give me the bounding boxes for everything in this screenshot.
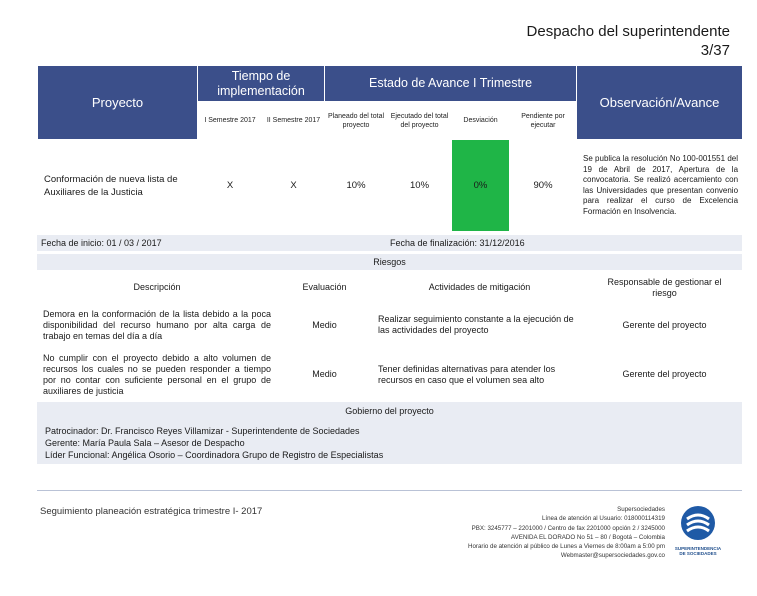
project-sem2: X [263, 140, 325, 232]
riesgos-title-bar [37, 254, 742, 270]
gobierno-title: Gobierno del proyecto [345, 406, 434, 416]
project-planeado: 10% [325, 140, 388, 232]
header-observacion: Observación/Avance [577, 66, 743, 140]
risk-2-responsable: Gerente del proyecto [587, 347, 742, 402]
project-ejecutado: 10% [388, 140, 452, 232]
subheader-planeado: Planeado del total proyecto [325, 102, 388, 140]
page-number: 3/37 [700, 42, 730, 59]
risk-2-evaluacion: Medio [277, 347, 372, 402]
gobierno-lider: Líder Funcional: Angélica Osorio – Coordinadora Grupo de Registro de Especialistas [45, 450, 384, 460]
risk-2-actividad: Tener definidas alternativas para atender los recursos en caso que el volumen sea alto [372, 347, 587, 402]
contact-line: Horario de atención al público de Lunes a Viernes de 8:00am a 5:00 pm [468, 543, 665, 551]
contact-email[interactable]: Webmaster@supersociedades.gov.co [560, 552, 665, 560]
risk-header-actividades: Actividades de mitigación [372, 272, 587, 303]
contact-line: AVENIDA EL DORADO No 51 – 80 / Bogotá – Colombia [510, 533, 665, 541]
footer-contact [468, 505, 665, 561]
risk-1-actividad: Realizar seguimiento constante a la ejecución de las actividades del proyecto [372, 303, 587, 347]
project-status-table [37, 65, 743, 232]
header-tiempo: Tiempo de implementación [198, 66, 325, 102]
logo-emblem-icon [680, 505, 716, 541]
logo-text: SUPERINTENDENCIA DE SOCIEDADES [674, 546, 722, 556]
project-desviacion: 0% [452, 140, 510, 232]
risk-header-responsable: Responsable de gestionar el riesgo [587, 272, 742, 303]
supersociedades-logo [673, 505, 723, 565]
riesgos-title: Riesgos [373, 257, 406, 267]
risk-1-responsable: Gerente del proyecto [587, 303, 742, 347]
fecha-inicio: Fecha de inicio: 01 / 03 / 2017 [41, 238, 162, 248]
risk-2-descripcion: No cumplir con el proyecto debido a alto volumen de recursos los cuales no se pueden responder a tiempo por no contar con suficiente personal en el grupo de auxiliares de justicia [37, 347, 277, 402]
page-header [527, 22, 730, 60]
gobierno-patrocinador: Patrocinador: Dr. Francisco Reyes Villamizar - Superintendente de Sociedades [45, 426, 360, 436]
risk-table [37, 272, 742, 402]
gobierno-section [37, 402, 742, 464]
subheader-sem2: II Semestre 2017 [263, 102, 325, 140]
risk-1-descripcion: Demora en la conformación de la lista debido a la poca disponibilidad del recurso humano por alta carga de trabajo en temas del día a día [37, 303, 277, 347]
subheader-pendiente: Pendiente por ejecutar [510, 102, 577, 140]
fecha-fin: Fecha de finalización: 31/12/2016 [390, 238, 525, 248]
risk-header-descripcion: Descripción [37, 272, 277, 303]
dates-bar [37, 235, 742, 251]
footer-title: Seguimiento planeación estratégica trimestre I- 2017 [40, 506, 263, 517]
subheader-desviacion: Desviación [452, 102, 510, 140]
risk-1-evaluacion: Medio [277, 303, 372, 347]
subheader-ejecutado: Ejecutado del total del proyecto [388, 102, 452, 140]
project-sem1: X [198, 140, 263, 232]
project-name: Conformación de nueva lista de Auxiliares de la Justicia [38, 140, 198, 232]
project-observacion: Se publica la resolución No 100-001551 del 19 de Abril de 2017, Apertura de la convocatoria. Se realizó acercamiento con las Universidades que presentan convenio para realizar el curso de Excelencia Formación en Insolvencia. [577, 140, 743, 232]
footer-divider [37, 490, 742, 491]
header-estado: Estado de Avance I Trimestre [325, 66, 577, 102]
contact-line: Línea de atención al Usuario: 018000114319 [541, 515, 665, 523]
header-title: Despacho del superintendente [526, 23, 730, 40]
gobierno-gerente: Gerente: María Paula Sala – Asesor de Despacho [45, 438, 245, 448]
project-pendiente: 90% [510, 140, 577, 232]
header-proyecto: Proyecto [38, 66, 198, 140]
contact-line: Supersociedades [617, 506, 665, 513]
risk-header-evaluacion: Evaluación [277, 272, 372, 303]
subheader-sem1: I Semestre 2017 [198, 102, 263, 140]
contact-line: PBX: 3245777 – 2201000 / Centro de fax 2201000 opción 2 / 3245000 [471, 524, 665, 532]
